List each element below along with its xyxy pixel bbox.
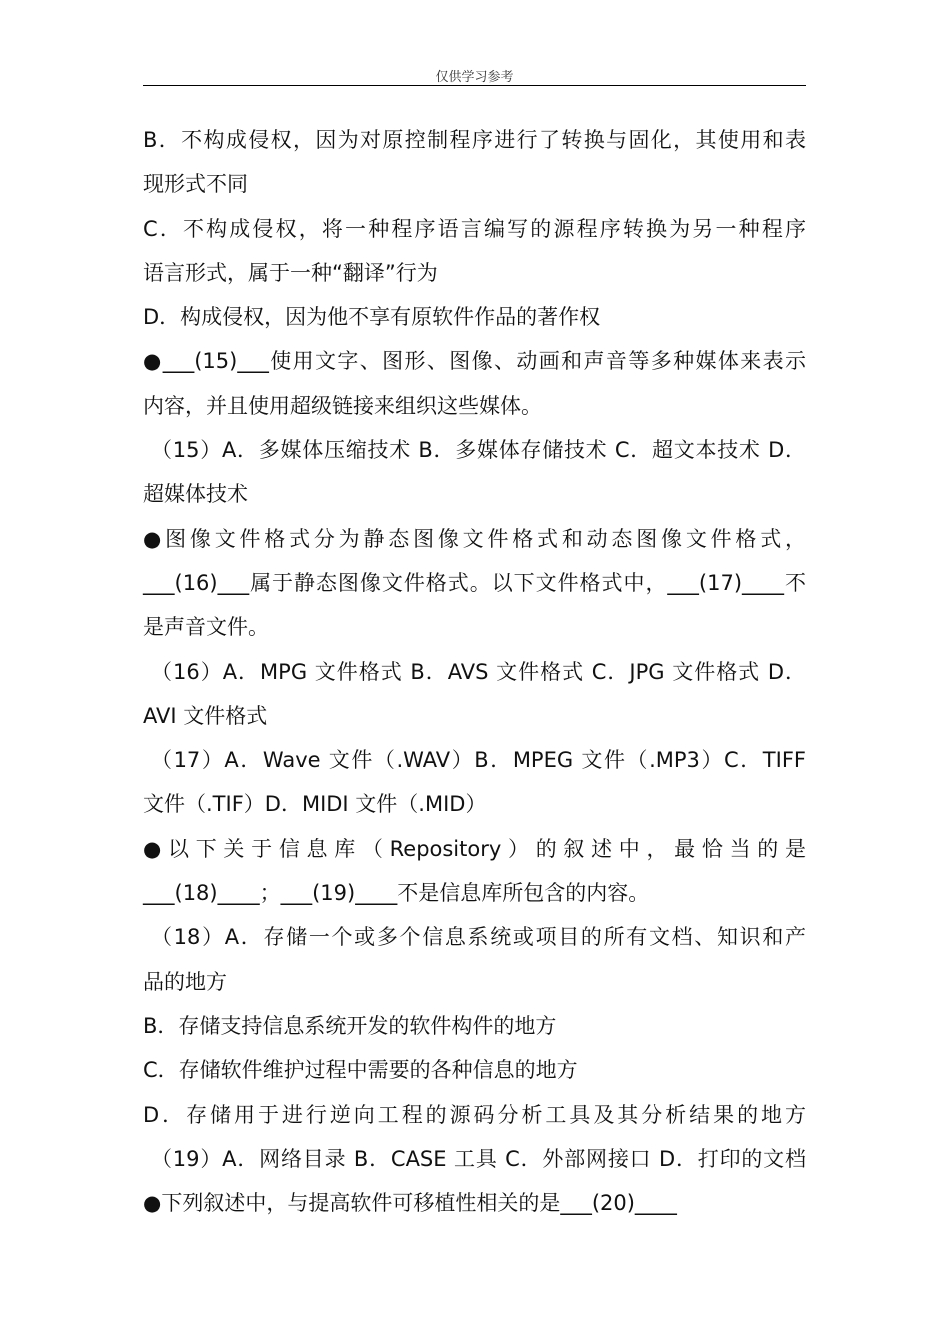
answers-16-line: （16）A．MPG 文件格式 B．AVS 文件格式 C．JPG 文件格式 D．	[151, 659, 806, 684]
answers-15-line: （15）A．多媒体压缩技术 B．多媒体存储技术 C．超文本技术 D．	[151, 438, 806, 463]
question-16-17-continuation: 是声音文件。	[143, 615, 269, 640]
answers-19-line: （19）A．网络目录 B．CASE 工具 C．外部网接口 D．打印的文档	[151, 1146, 806, 1171]
answers-16-continuation: AVI 文件格式	[143, 703, 268, 728]
document-body	[143, 118, 806, 1225]
answers-15-continuation: 超媒体技术	[143, 482, 248, 507]
option-d-line: D．构成侵权，因为他不享有原软件作品的著作权	[143, 305, 601, 330]
question-18-19-continuation: ___(18)____；___(19)____不是信息库所包含的内容。	[143, 881, 650, 906]
answers-17-line: （17）A．Wave 文件（.WAV）B．MPEG 文件（.MP3）C．TIFF	[151, 748, 806, 773]
answers-18-option-b: B．存储支持信息系统开发的软件构件的地方	[143, 1013, 557, 1038]
question-15-line: ●___(15)___使用文字、图形、图像、动画和声音等多种媒体来表示	[143, 349, 806, 374]
question-15-continuation: 内容，并且使用超级链接来组织这些媒体。	[143, 393, 542, 418]
question-16-17-line-2: ___(16)___属于静态图像文件格式。以下文件格式中，___(17)____不	[143, 570, 806, 595]
option-c-line: C．不构成侵权，将一种程序语言编写的源程序转换为另一种程序	[143, 216, 806, 241]
header-divider	[143, 85, 806, 86]
question-18-19-line: ●以下关于信息库（Repository）的叙述中，最恰当的是	[143, 836, 806, 861]
answers-18-line: （18）A．存储一个或多个信息系统或项目的所有文档、知识和产	[151, 925, 806, 950]
question-20-line: ●下列叙述中，与提高软件可移植性相关的是___(20)____	[143, 1191, 677, 1216]
question-16-17-line: ●图像文件格式分为静态图像文件格式和动态图像文件格式，	[143, 526, 806, 551]
page-header: 仅供学习参考	[435, 70, 514, 85]
answers-17-continuation: 文件（.TIF）D．MIDI 文件（.MID）	[143, 792, 487, 817]
option-b-line: B．不构成侵权，因为对原控制程序进行了转换与固化，其使用和表	[143, 128, 806, 152]
answers-18-continuation: 品的地方	[143, 969, 227, 994]
answers-18-option-c: C．存储软件维护过程中需要的各种信息的地方	[143, 1058, 578, 1083]
option-c-continuation: 语言形式，属于一种“翻译”行为	[143, 260, 438, 285]
answers-18-option-d: D．存储用于进行逆向工程的源码分析工具及其分析结果的地方	[143, 1102, 806, 1127]
option-b-continuation: 现形式不同	[143, 172, 248, 197]
